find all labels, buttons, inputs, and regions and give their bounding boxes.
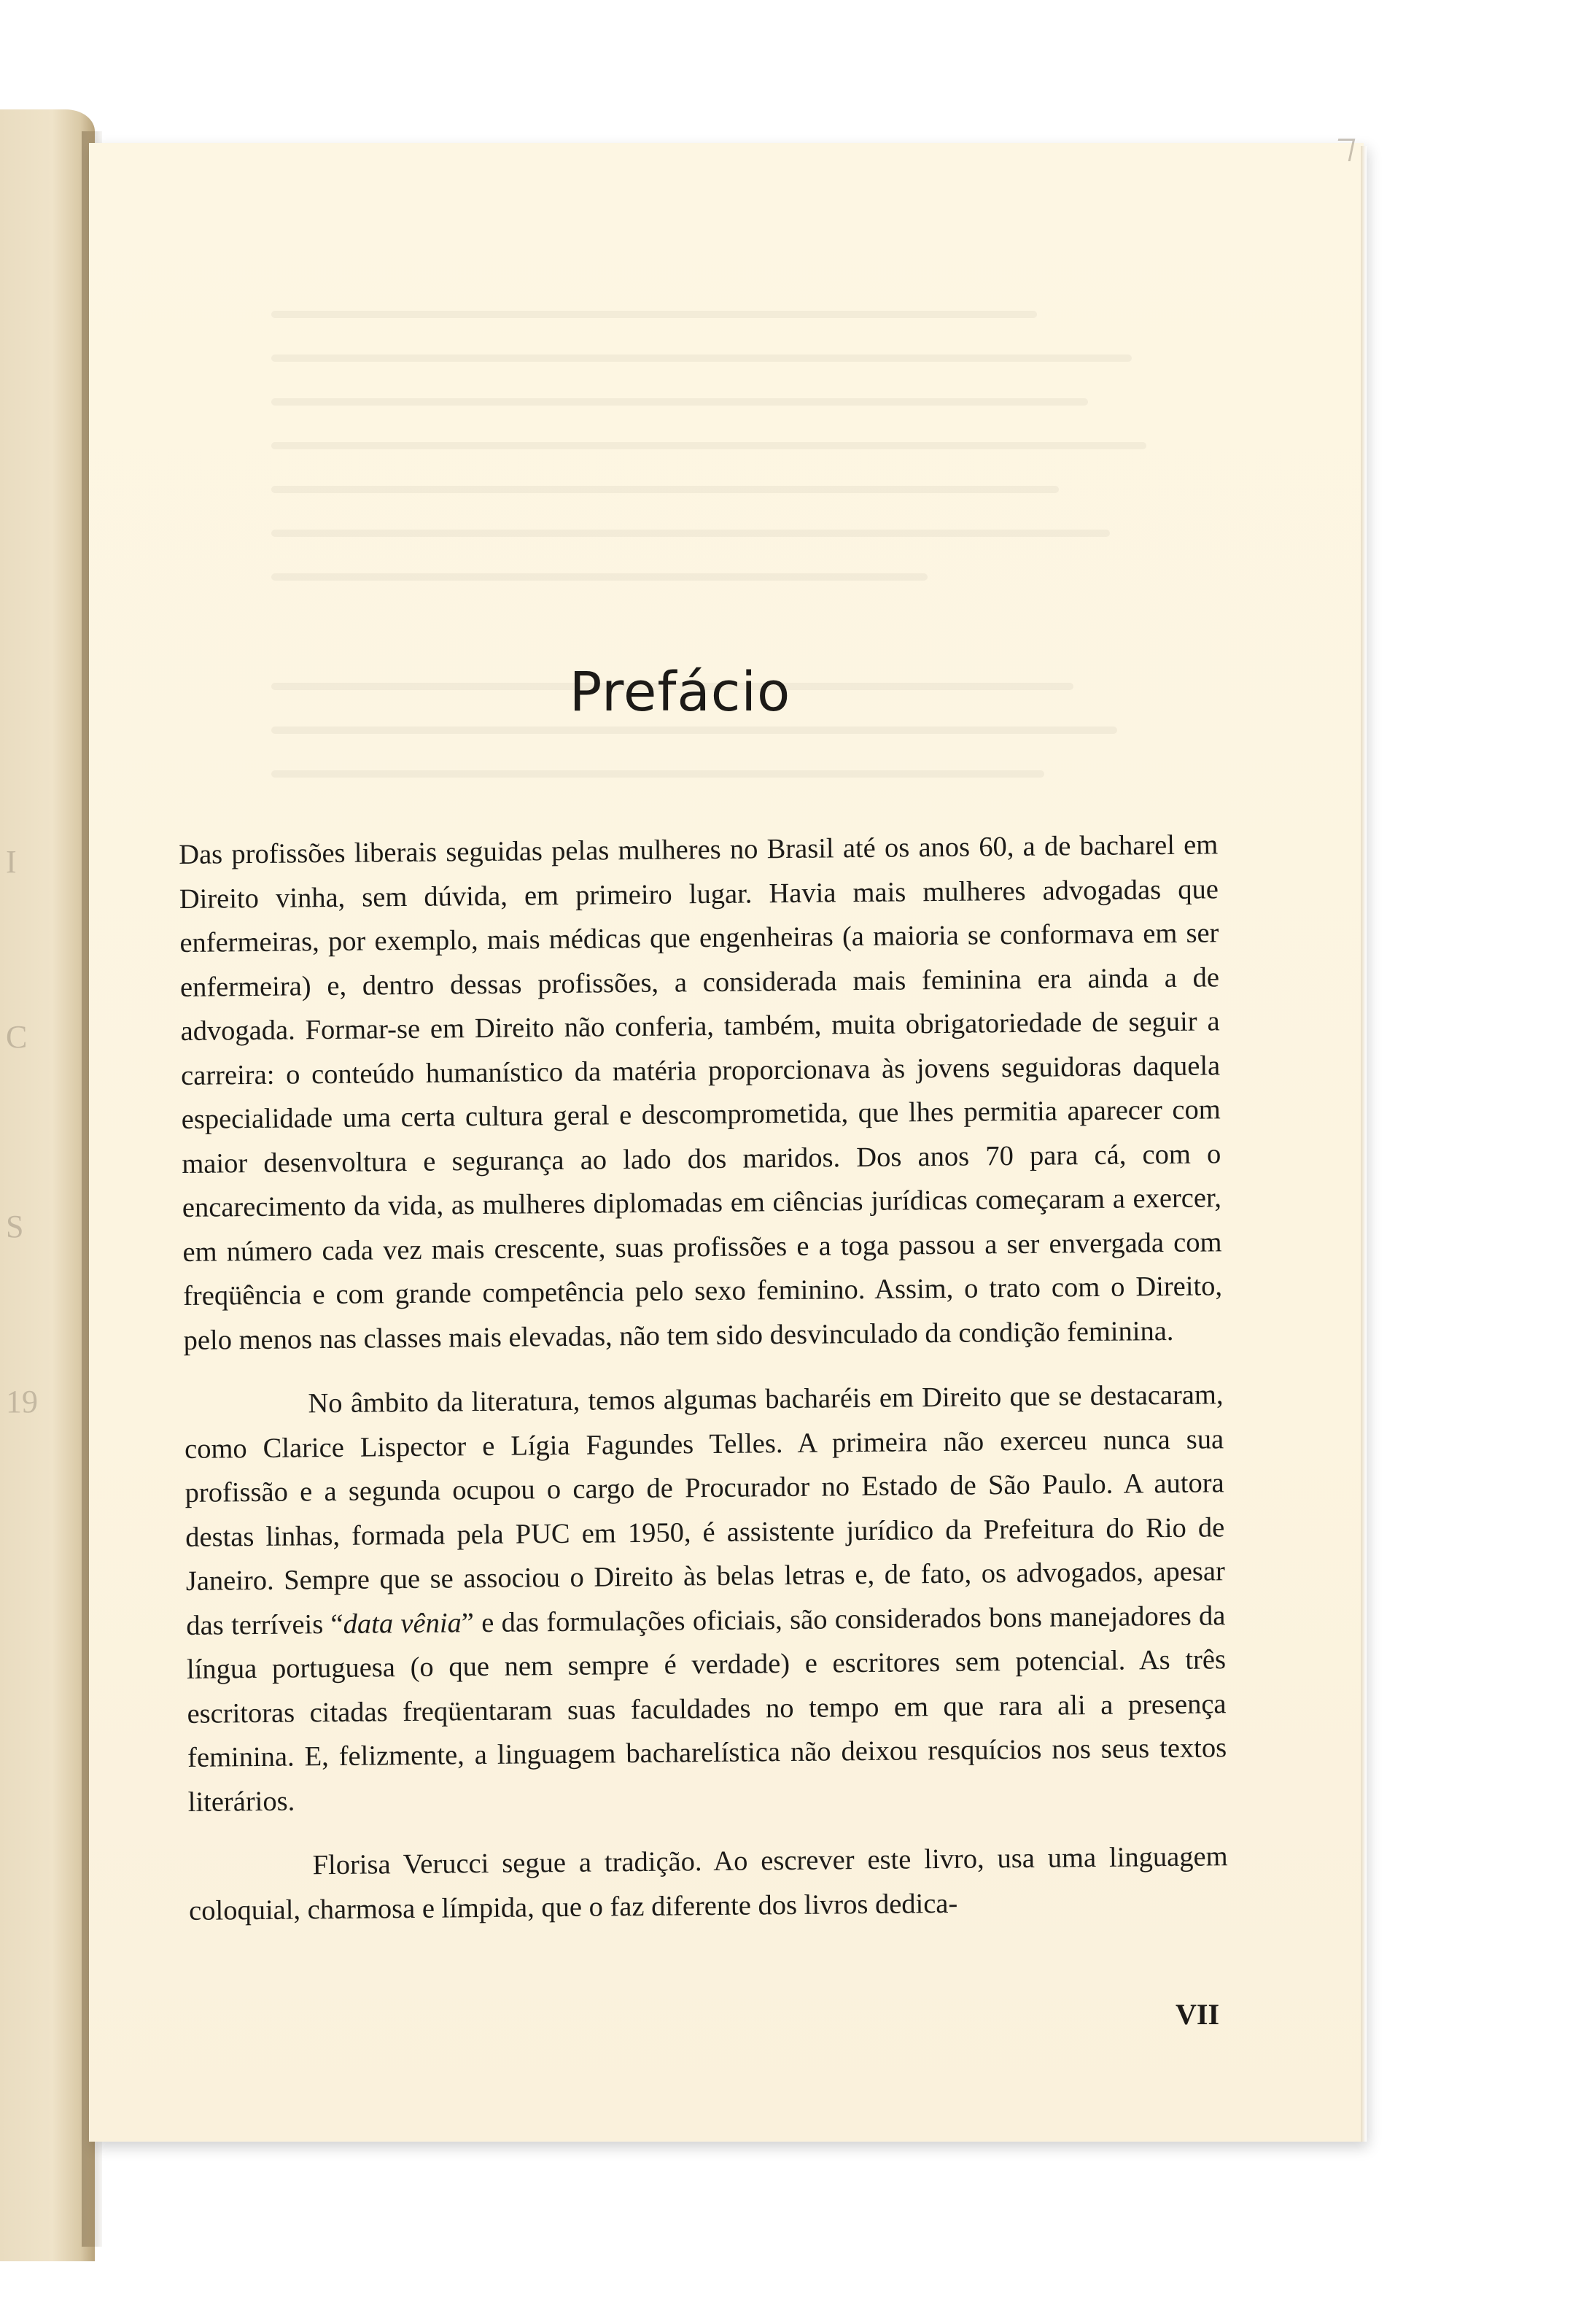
chapter-title: Prefácio [569,661,791,724]
show-through-line [271,486,1059,493]
preface-body [179,823,1229,1953]
show-through-line [271,355,1132,362]
show-through-line [271,398,1088,406]
show-through-line [271,573,928,581]
page-number: VII [1176,1998,1220,2031]
paragraph-text: ” e das formulações oficiais, são considerados bons manejadores da língua portuguesa (o que nem sempre é verdade) e escritores sem potencial. As três escritoras citadas freqüentaram suas faculdades no tempo em que rara ali a presença feminina. E, felizmente, a linguagem bacharelística não deixou resquícios nos seus textos literários. [186,1600,1227,1818]
paragraph [184,1373,1227,1824]
left-page-bleed-mark: C [6,1019,28,1055]
left-page-bleed-mark: 19 [6,1384,38,1419]
page-edge [1361,146,1367,2142]
italic-phrase: data vênia [343,1607,462,1640]
left-page-bleed-mark: S [6,1209,24,1244]
show-through-line [271,442,1146,449]
paragraph-text: No âmbito da literatura, temos algumas bacharéis em Direito que se destacaram, como Clarice Lispector e Lígia Fagundes Telles. A primeira não exerceu nunca sua profissão e a segunda ocupou o cargo de Procurador no Estado de São Paulo. A autora destas linhas, formada pela PUC em 1950, é assistente jurídico da Prefeitura do Rio de Janeiro. Sempre que se associou o Direito às belas letras e, de fato, os advogados, apesar das terríveis “ [184,1379,1225,1641]
left-page-bleed-mark: I [6,844,17,880]
show-through-line [271,311,1037,318]
show-through-line [271,727,1117,734]
paragraph: Das profissões liberais seguidas pelas mulheres no Brasil até os anos 60, a de bacharel em Direito vinha, sem dúvida, em primeiro lugar. Havia mais mulheres advogadas que enfermeiras, por exemplo, mais médicas que engenheiras (a maioria se conformava em ser enfermeira) e, dentro dessas profissões, a considerada mais feminina era ainda a de advogada. Formar-se em Direito não conferia, também, muita obrigatoriedade de seguir a carreira: o conteúdo humanístico da matéria proporcionava às jovens seguidoras daquela especialidade uma certa cultura geral e descomprometida, que lhes permitia aparecer com maior desenvoltura e segurança ao lado dos maridos. Dos anos 70 para cá, com o encarecimento da vida, as mulheres diplomadas em ciências jurídicas começaram a exercer, em número cada vez mais crescente, suas profissões e a toga passou a ser envergada com freqüência e com grande competência pelo sexo feminino. Assim, o trato com o Direito, pelo menos nas classes mais elevadas, não tem sido desvinculado da condição feminina. [179,829,1223,1356]
paragraph: Florisa Verucci segue a tradição. Ao escrever este livro, usa uma linguagem coloquial, charmosa e límpida, que o faz diferente dos livros dedica- [188,1841,1228,1926]
show-through-line [271,770,1044,778]
left-page-edge [0,109,95,2261]
show-through-line [271,530,1110,537]
